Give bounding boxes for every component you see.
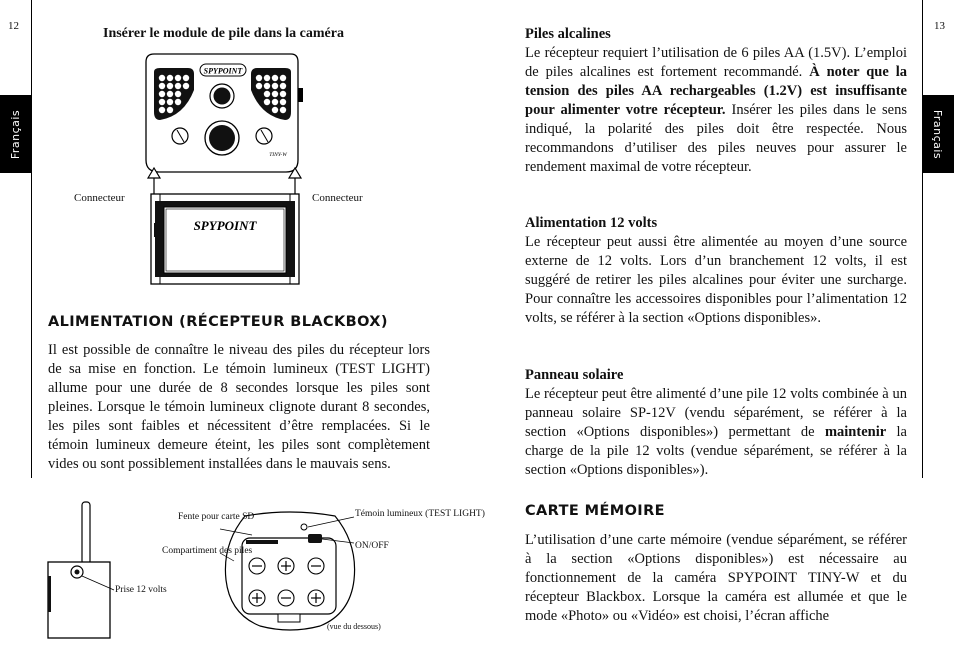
alkaline-text-1: Le récepteur requiert l’utilisation de 6 piles AA (1.5V). L’emploi de piles alcalines est fortement recommandé. <box>525 45 907 80</box>
test-light-label: Témoin lumineux (TEST LIGHT) <box>355 509 485 519</box>
power12-heading: Alimentation 12 volts <box>525 215 658 231</box>
camera-model-text: TINY-W <box>269 152 287 158</box>
language-tab-left-label: Français <box>9 109 23 159</box>
sd-slot-label: Fente pour carte SD <box>178 512 255 522</box>
solar-heading: Panneau solaire <box>525 367 624 383</box>
power12-section <box>525 214 907 328</box>
memory-card-paragraph: L’utilisation d’une carte mémoire (vendue séparément, se référer à la section «Options disponibles») est nécessaire au fonctionnement de la caméra SPYPOINT TINY-W et du récepteur Blackbox. Lorsque la caméra est allumée et que le mode «Photo» ou «Vidéo» est choisi, l’écran affiche <box>525 532 907 624</box>
solar-section <box>525 366 907 480</box>
solar-text-2: la charge de la pile 12 volts (vendue séparément, se référer à la section «Options disponibles»). <box>525 424 907 478</box>
power-section-paragraph: Il est possible de connaître le niveau des piles du récepteur lors de sa mise en fonction. Le témoin lumineux (TEST LIGHT) allume pour une durée de 8 secondes lorsque les piles sont pleines. Lorsque le témoin lumineux clignote durant 8 secondes, les piles sont faibles et nécessitent d’être remplacées. Si le témoin lumineux demeure éteint, les piles sont complètement vides ou sont possiblement installées dans le mauvais sens. <box>48 342 430 472</box>
solar-text-bold: maintenir <box>824 424 887 440</box>
alkaline-text-bold: À noter que la tension des piles AA rechargeables (1.2V) est insuffisante pour alimenter votre récepteur. <box>525 64 907 118</box>
page-number-right: 13 <box>934 20 945 32</box>
battery-module-illustration <box>150 193 300 285</box>
right-margin-rule <box>922 0 923 478</box>
alkaline-text-2: Insérer les piles dans le sens indiqué, la polarité des piles doit être respectée. Nous recommandons d’utiliser des piles neuves pour assurer le rendement maximal de votre récepteur. <box>525 102 907 175</box>
language-tab-left <box>0 95 32 173</box>
left-margin-rule <box>31 0 32 478</box>
language-tab-right-label: Français <box>931 109 945 159</box>
alkaline-section <box>525 25 907 177</box>
bottom-view-leader-lines <box>200 505 360 565</box>
camera-logo-text: SPYPOINT <box>203 66 243 76</box>
power12-text: Le récepteur peut aussi être alimentée au moyen d’une source externe de 12 volts. Lors d’un branchement 12 volts, il est suggéré de retirer les piles alcalines pour éviter une surcharge. Pour connaître les accessoires disponibles pour l’alimentation 12 volts, se référer à la section «Options disponibles». <box>525 234 907 326</box>
bottom-view-label: (vue du dessous) <box>327 622 381 631</box>
power-section-title: ALIMENTATION (RÉCEPTEUR BLACKBOX) <box>48 314 388 330</box>
connector-right-label: Connecteur <box>312 192 363 204</box>
memory-card-body <box>525 531 907 626</box>
on-off-label: ON/OFF <box>355 541 389 551</box>
connector-left-label: Connecteur <box>74 192 125 204</box>
power-section-body <box>48 341 430 474</box>
alkaline-heading: Piles alcalines <box>525 26 611 42</box>
battery-compartment-label: Compartiment des piles <box>162 546 253 556</box>
language-tab-right <box>922 95 954 173</box>
camera-front-illustration <box>140 50 305 178</box>
receiver-side-illustration <box>40 500 120 640</box>
plug-12v-label: Prise 12 volts <box>115 585 167 595</box>
page-number-left: 12 <box>8 20 19 32</box>
insert-battery-heading: Insérer le module de pile dans la caméra <box>103 26 344 41</box>
memory-card-title: CARTE MÉMOIRE <box>525 503 665 519</box>
battery-module-logo: SPYPOINT <box>193 218 257 233</box>
solar-text-1: Le récepteur peut être alimenté d’une pile 12 volts combinée à un panneau solaire SP-12V (vendu séparément, se référer à la section «Options disponibles») permettant de <box>525 386 907 440</box>
